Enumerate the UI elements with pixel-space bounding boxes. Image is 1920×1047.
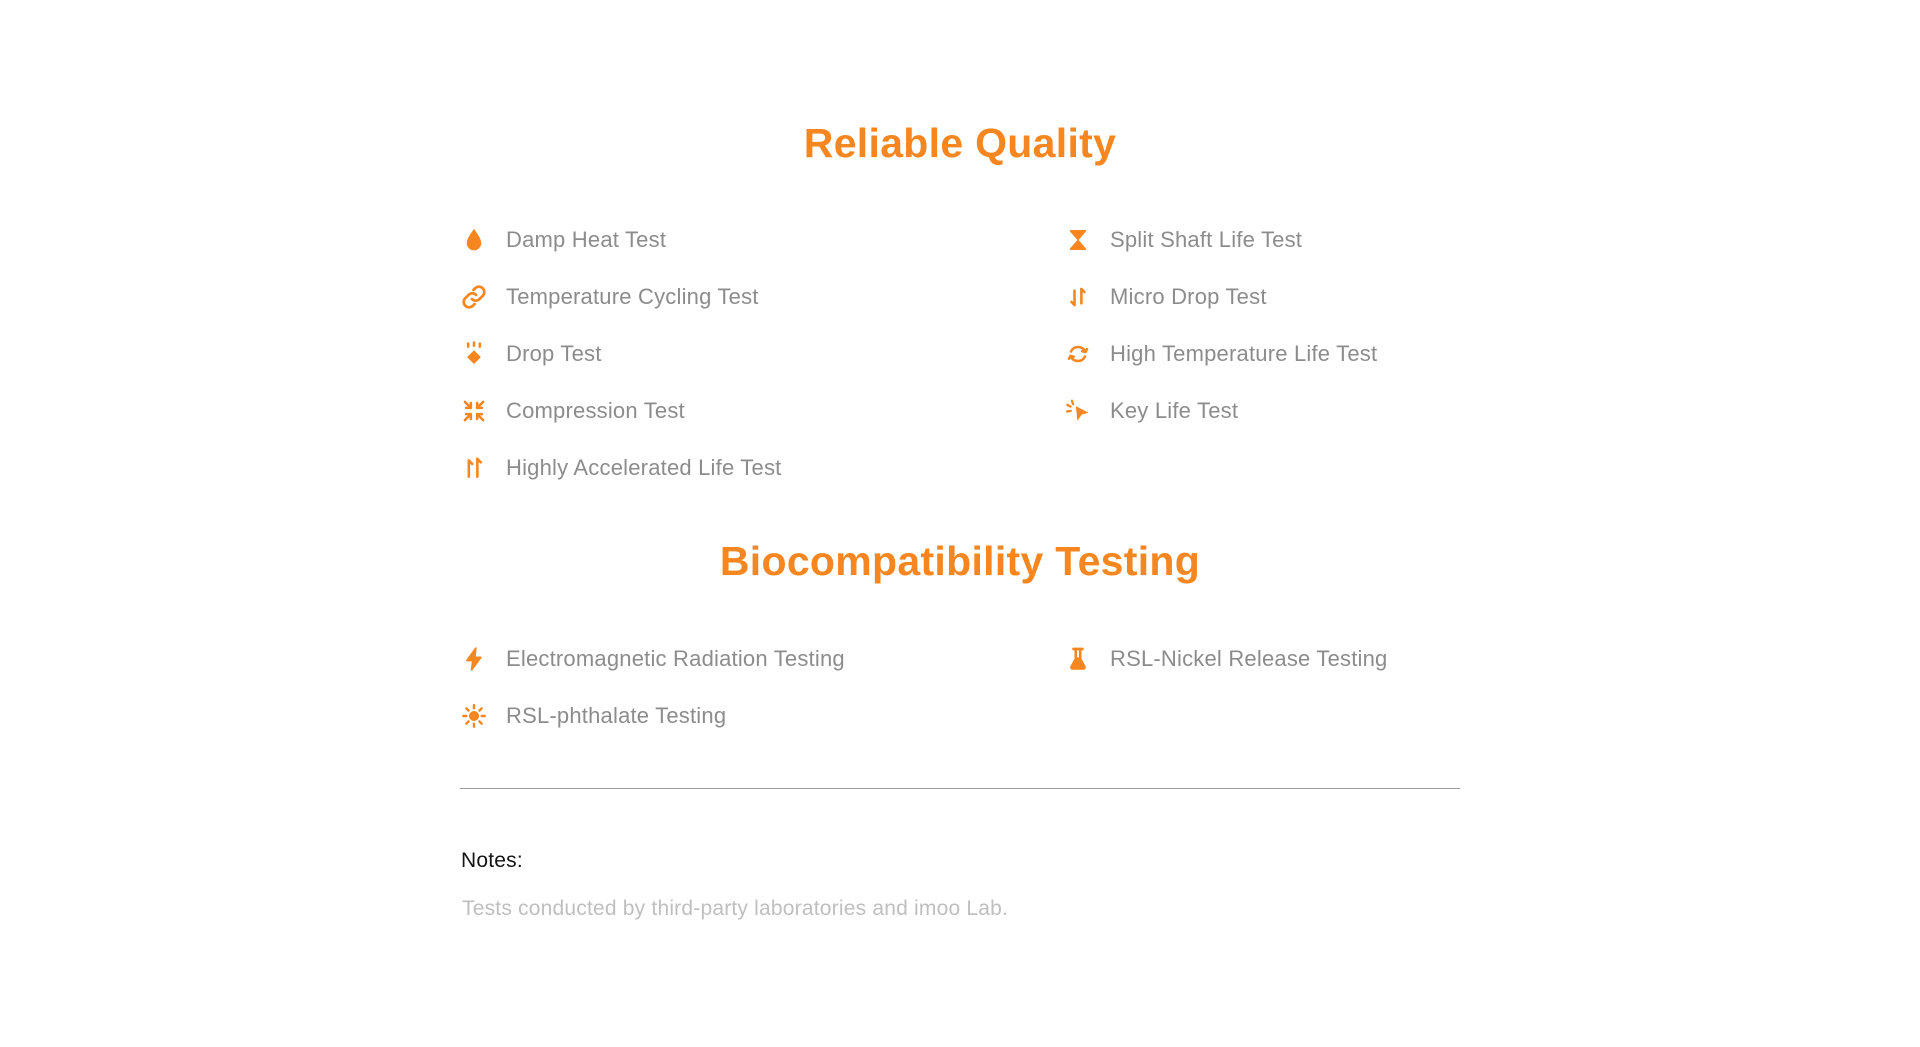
section-title-biocompatibility-testing: Biocompatibility Testing: [719, 538, 1201, 584]
test-list-item: [460, 697, 1064, 735]
compress-arrows-icon: [460, 397, 488, 425]
test-column-right: [1064, 640, 1460, 697]
chain-link-icon: [460, 283, 488, 311]
biocompatibility-test-list: [460, 640, 1460, 754]
test-column-left: [460, 640, 1064, 754]
test-list-item: [460, 449, 1064, 487]
test-label: Electromagnetic Radiation Testing: [506, 646, 845, 671]
sun-icon: [460, 702, 488, 730]
notes-heading: Notes:: [461, 849, 523, 872]
test-label: Key Life Test: [1110, 398, 1239, 423]
test-list-item: [1064, 335, 1460, 373]
test-label: Split Shaft Life Test: [1110, 227, 1303, 252]
sort-arrows-icon: [1064, 283, 1092, 311]
test-label: Micro Drop Test: [1110, 284, 1267, 309]
test-label: Highly Accelerated Life Test: [506, 455, 782, 480]
test-label: RSL-phthalate Testing: [506, 703, 727, 728]
test-label: RSL-Nickel Release Testing: [1110, 646, 1388, 671]
cursor-click-icon: [1064, 397, 1092, 425]
test-label: Compression Test: [506, 398, 685, 423]
test-label: High Temperature Life Test: [1110, 341, 1378, 366]
test-label: Temperature Cycling Test: [506, 284, 759, 309]
test-list-item: [460, 335, 1064, 373]
test-column-left: [460, 221, 1064, 506]
test-list-item: [1064, 392, 1460, 430]
test-column-right: [1064, 221, 1460, 449]
notes-body: Tests conducted by third-party laboratories and imoo Lab.: [462, 897, 1009, 920]
test-list-item: [1064, 640, 1460, 678]
test-list-item: [1064, 221, 1460, 259]
reliable-quality-test-list: [460, 221, 1460, 506]
falling-diamond-icon: [460, 340, 488, 368]
test-list-item: [460, 640, 1064, 678]
lightning-bolt-icon: [460, 645, 488, 673]
lab-flask-icon: [1064, 645, 1092, 673]
horizontal-divider: [460, 788, 1460, 789]
test-label: Drop Test: [506, 341, 602, 366]
test-list-item: [1064, 278, 1460, 316]
section-title-reliable-quality: Reliable Quality: [803, 120, 1117, 166]
hourglass-icon: [1064, 226, 1092, 254]
test-list-item: [460, 392, 1064, 430]
double-up-arrows-icon: [460, 454, 488, 482]
test-label: Damp Heat Test: [506, 227, 667, 252]
repeat-loop-icon: [1064, 340, 1092, 368]
water-droplet-icon: [460, 226, 488, 254]
test-list-item: [460, 221, 1064, 259]
test-list-item: [460, 278, 1064, 316]
